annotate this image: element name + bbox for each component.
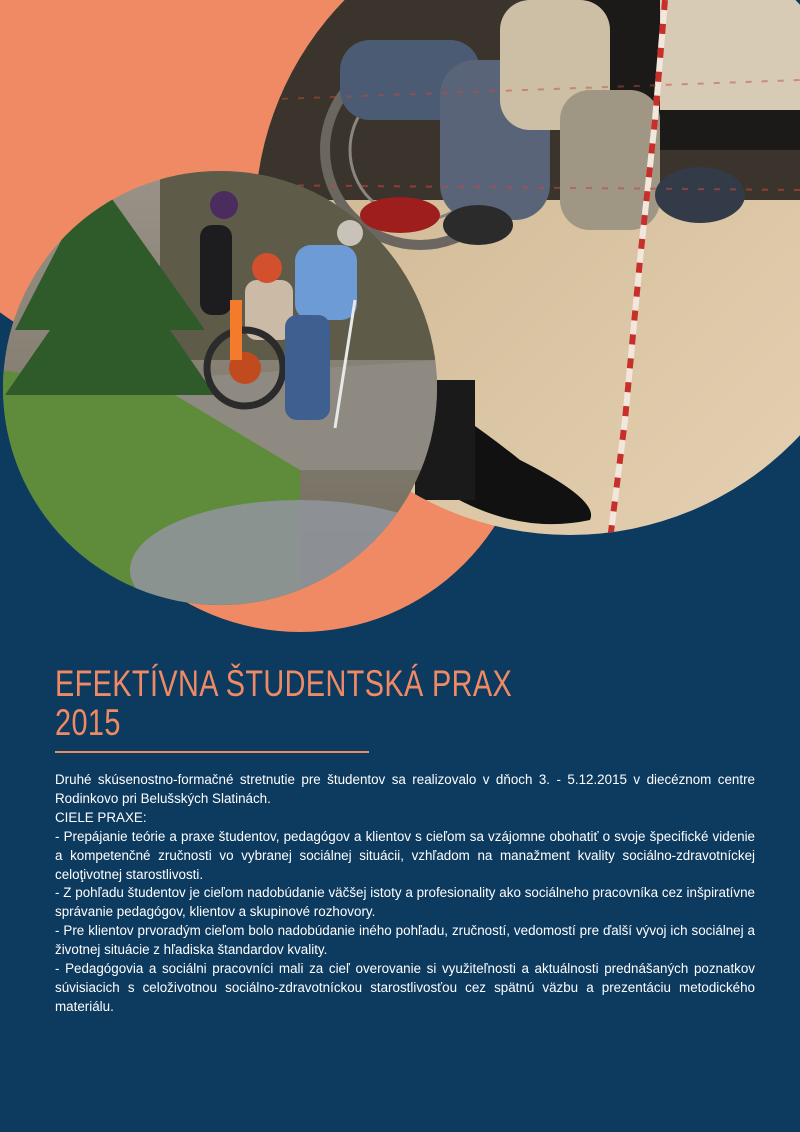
goal-item-2: - Z pohľadu študentov je cieľom nadobúdanie väčšej istoty a profesionality ako sociálneho pracovníka cez inšpiratívne správanie pedagógov, klientov a skupinové rozhovory. (55, 885, 755, 920)
article-body (55, 771, 755, 1017)
goals-heading: CIELE PRAXE: (55, 809, 147, 825)
page-title (55, 664, 512, 742)
title-line-2: 2015 (55, 702, 121, 743)
goal-item-1: - Prepájanie teórie a praxe študentov, pedagógov a klientov s cieľom sa vzájomne obohatiť o svoje špecifické videnie a kompetenčné zručnosti vo vybranej sociálnej situácii, vzhľadom na manažment kvality sociálno-zdravotníckej celoţivotnej starostlivosti. (55, 828, 755, 882)
title-line-1: EFEKTÍVNA ŠTUDENTSKÁ PRAX (55, 663, 513, 704)
intro-paragraph: Druhé skúsenostno-formačné stretnutie pre študentov sa realizovalo v dňoch 3. - 5.12.2015 v diecéznom centre Rodinkovo pri Belušských Slatinách. (55, 772, 755, 806)
title-divider (55, 751, 369, 753)
goal-item-4: - Pedagógovia a sociálni pracovníci mali za cieľ overovanie si využiteľnosti a aktuálnosti prednášaných poznatkov súvisiacich s celoživotnou sociálno-zdravotníckou starostlivosťou cez spätnú väzbu a prezentáciu metodického materiálu. (55, 961, 755, 1014)
goal-item-3: - Pre klientov prvoradým cieľom bolo nadobúdanie iného pohľadu, zručností, vedomostí pre ďalší vývoj ich sociálnej a životnej situácie z hľadiska štandardov kvality. (55, 923, 755, 958)
